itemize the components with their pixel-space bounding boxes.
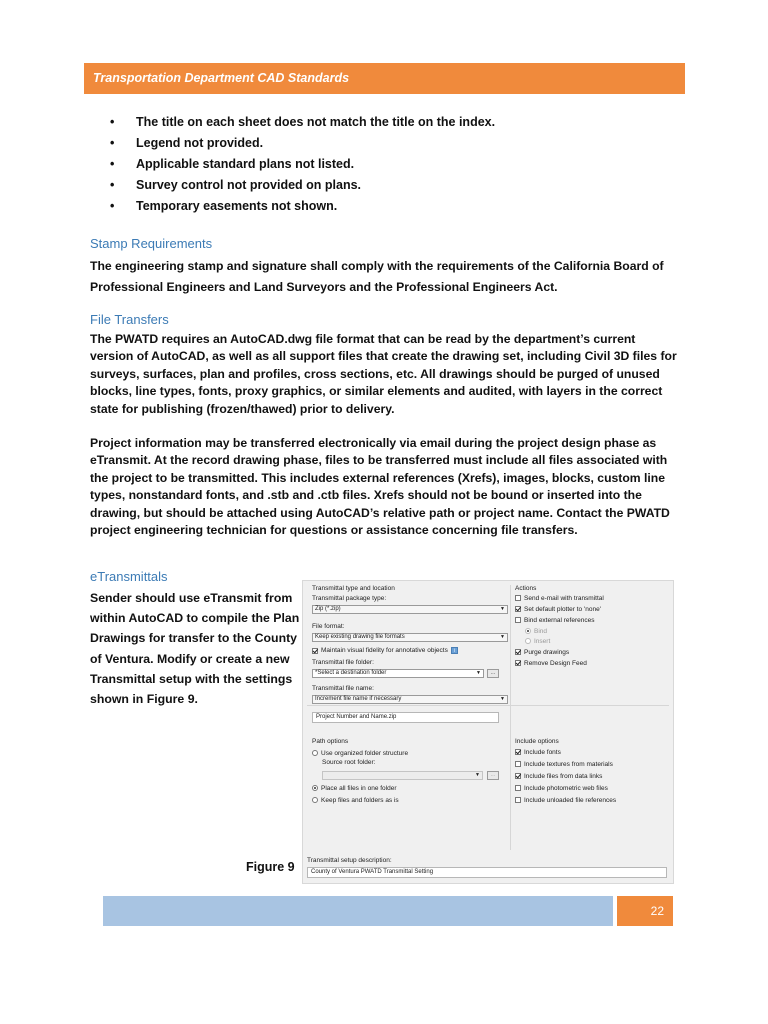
source-root-label: Source root folder: bbox=[322, 759, 376, 766]
file-name-label: Transmittal file name: bbox=[312, 685, 374, 692]
package-type-select[interactable]: Zip (*.zip) ▼ bbox=[312, 605, 508, 614]
checkbox[interactable] bbox=[515, 797, 521, 803]
include-data-links[interactable]: Include files from data links bbox=[515, 773, 602, 780]
radio[interactable] bbox=[312, 797, 318, 803]
bind-option-bind[interactable]: Bind bbox=[525, 628, 547, 635]
footer-bar bbox=[103, 896, 613, 926]
include-fonts[interactable]: Include fonts bbox=[515, 749, 561, 756]
chevron-down-icon: ▼ bbox=[500, 634, 505, 640]
stamp-heading: Stamp Requirements bbox=[90, 236, 213, 251]
figure-label: Figure 9 bbox=[246, 860, 295, 874]
checkbox[interactable] bbox=[515, 606, 521, 612]
document-title: Transportation Department CAD Standards bbox=[93, 71, 350, 85]
checkbox[interactable] bbox=[515, 749, 521, 755]
package-type-label: Transmittal package type: bbox=[312, 595, 387, 602]
checkbox[interactable] bbox=[515, 595, 521, 601]
path-option-organized[interactable]: Use organized folder structure bbox=[312, 750, 408, 757]
transmittal-setup-dialog bbox=[302, 580, 674, 884]
checkbox[interactable] bbox=[515, 649, 521, 655]
file-transfers-paragraph-2: Project information may be transferred electronically via email during the project design phase as eTransmit. At the record drawing phase, files to be transferred must include all files associated with the project to be transmitted. This includes external references (Xrefs), images, blocks, custom line types, nonstandard fonts, and .stb and .ctb files. Xrefs should not be bound or inserted into the drawing, but should be attached using AutoCAD’s relative path or project name. Contact the PWATD project engineering technician for questions or assistance concerning file transfers. bbox=[90, 436, 670, 538]
setup-description-label: Transmittal setup description: bbox=[307, 857, 392, 864]
file-folder-label: Transmittal file folder: bbox=[312, 659, 374, 666]
file-transfers-paragraph-1: The PWATD requires an AutoCAD.dwg file format that can be read by the department’s current version of AutoCAD, as well as all support files that create the drawing set, including Civil 3D files for surveys, surfaces, plan and profiles, cross sections, etc. All drawings should be purged of unused blocks, line types, fonts, proxy graphics, or similar elements and audited, with layers in the correct state for publishing (frozen/thawed) prior to delivery. bbox=[90, 332, 677, 416]
checkbox[interactable] bbox=[515, 785, 521, 791]
path-options-heading: Path options bbox=[312, 738, 349, 745]
path-option-keep-as-is[interactable]: Keep files and folders as is bbox=[312, 797, 399, 804]
source-root-browse-button[interactable]: ... bbox=[487, 771, 499, 780]
include-unloaded-refs[interactable]: Include unloaded file references bbox=[515, 797, 616, 804]
maintain-fidelity-option[interactable]: Maintain visual fidelity for annotative objects i bbox=[312, 647, 458, 654]
action-bind-xrefs[interactable]: Bind external references bbox=[515, 617, 594, 624]
etransmittals-heading: eTransmittals bbox=[90, 569, 168, 584]
list-item: • Legend not provided. bbox=[110, 133, 495, 154]
checkbox[interactable] bbox=[515, 761, 521, 767]
checkbox[interactable] bbox=[515, 773, 521, 779]
path-option-one-folder[interactable]: Place all files in one folder bbox=[312, 785, 397, 792]
file-folder-select[interactable]: *Select a destination folder ▼ bbox=[312, 669, 484, 678]
file-format-label: File format: bbox=[312, 623, 345, 630]
chevron-down-icon: ▼ bbox=[500, 606, 505, 612]
file-name-input[interactable]: Project Number and Name.zip bbox=[312, 712, 499, 723]
radio[interactable] bbox=[312, 785, 318, 791]
action-purge-drawings[interactable]: Purge drawings bbox=[515, 649, 569, 656]
radio[interactable] bbox=[525, 638, 531, 644]
list-item: • Survey control not provided on plans. bbox=[110, 175, 495, 196]
stamp-paragraph: The engineering stamp and signature shall comply with the requirements of the California Board of Professional Engineers and Land Surveyors and the Professional Engineers Act. bbox=[90, 259, 664, 294]
list-item: • Temporary easements not shown. bbox=[110, 196, 495, 217]
radio[interactable] bbox=[525, 628, 531, 634]
include-photometric[interactable]: Include photometric web files bbox=[515, 785, 608, 792]
bind-option-insert[interactable]: Insert bbox=[525, 638, 550, 645]
checkbox[interactable] bbox=[312, 648, 318, 654]
info-icon[interactable]: i bbox=[451, 647, 458, 654]
page-number: 22 bbox=[617, 896, 673, 926]
actions-heading: Actions bbox=[515, 585, 537, 592]
file-transfers-heading: File Transfers bbox=[90, 312, 169, 327]
action-set-plotter[interactable]: Set default plotter to 'none' bbox=[515, 606, 601, 613]
radio[interactable] bbox=[312, 750, 318, 756]
checkbox[interactable] bbox=[515, 660, 521, 666]
action-send-email[interactable]: Send e-mail with transmittal bbox=[515, 595, 604, 602]
divider bbox=[510, 585, 511, 850]
chevron-down-icon: ▼ bbox=[500, 696, 505, 702]
action-remove-design-feed[interactable]: Remove Design Feed bbox=[515, 660, 587, 667]
chevron-down-icon: ▼ bbox=[476, 670, 481, 676]
include-options-heading: Include options bbox=[515, 738, 559, 745]
source-root-select[interactable] bbox=[322, 771, 483, 780]
deficiency-list bbox=[110, 112, 495, 217]
checkbox[interactable] bbox=[515, 617, 521, 623]
group-type-location-label: Transmittal type and location bbox=[312, 585, 395, 592]
file-name-select[interactable]: Increment file name if necessary ▼ bbox=[312, 695, 508, 704]
file-format-select[interactable]: Keep existing drawing file formats ▼ bbox=[312, 633, 508, 642]
list-item: • The title on each sheet does not match the title on the index. bbox=[110, 112, 495, 133]
header-band bbox=[84, 63, 685, 94]
list-item: • Applicable standard plans not listed. bbox=[110, 154, 495, 175]
etransmittals-paragraph: Sender should use eTransmit from within AutoCAD to compile the Plan Drawings for transfer to the County of Ventura. Modify or create a new Transmittal setup with the settings shown in Figure 9. bbox=[90, 591, 300, 707]
divider bbox=[307, 705, 669, 706]
chevron-down-icon: ▼ bbox=[475, 772, 480, 778]
include-textures[interactable]: Include textures from materials bbox=[515, 761, 613, 768]
browse-button[interactable]: ... bbox=[487, 669, 499, 678]
setup-description-input[interactable]: County of Ventura PWATD Transmittal Setting bbox=[307, 867, 667, 878]
